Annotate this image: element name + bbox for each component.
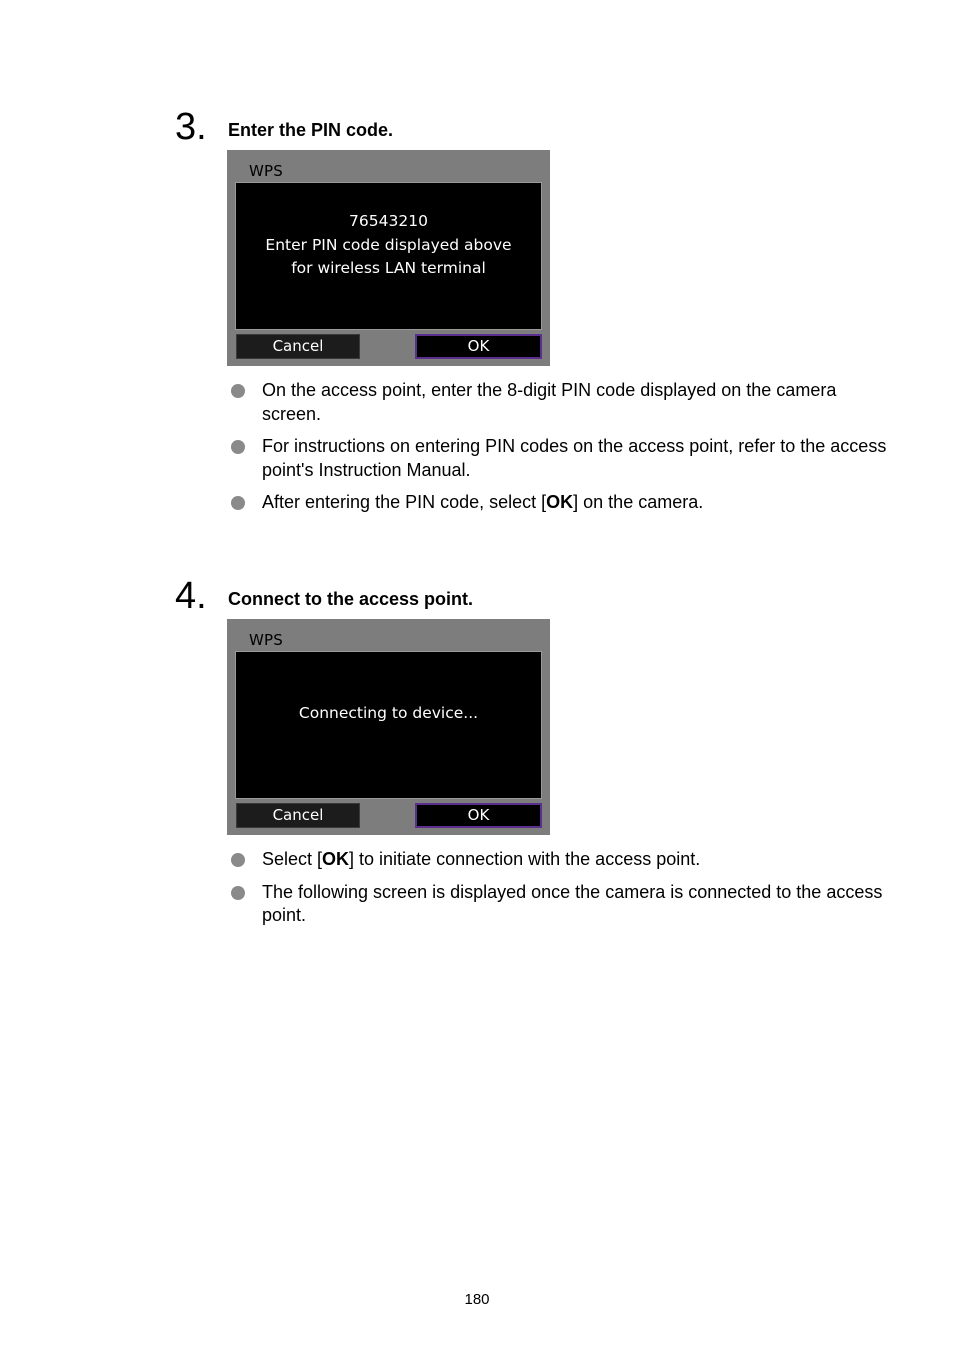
camera-display [235,182,542,330]
step-3-title: Enter the PIN code. [228,120,394,140]
ok-button[interactable]: OK [415,803,542,828]
camera-display [235,651,542,799]
list-item-text: For instructions on entering PIN codes on the access point, refer to the access point's Instruction Manual. [262,436,887,480]
list-item-text: After entering the PIN code, select [OK] on the camera. [262,492,704,512]
step-4-bullets [228,848,888,937]
step-3-bullets [228,379,888,524]
cancel-button[interactable]: Cancel [236,803,360,828]
pin-code: 76543210 [349,212,428,230]
camera-screen-pin [227,150,550,366]
ok-label: OK [546,492,574,512]
camera-message-line: for wireless LAN terminal [291,259,486,277]
list-item [228,435,888,482]
ok-button[interactable]: OK [415,334,542,359]
bullet-icon [231,886,245,900]
camera-screen-title: WPS [249,631,283,649]
list-item-text: The following screen is displayed once the camera is connected to the access point. [262,881,883,925]
bullet-icon [231,853,245,867]
camera-screen-title: WPS [249,162,283,180]
ok-label: OK [322,849,350,869]
step-3-number: 3. [175,106,207,148]
camera-message [236,702,541,726]
cancel-button[interactable]: Cancel [236,334,360,359]
list-item [228,848,888,872]
bullet-icon [231,384,245,398]
bullet-icon [231,496,245,510]
page-number: 180 [464,1291,490,1308]
list-item [228,491,888,515]
camera-message-line: Enter PIN code displayed above [265,235,512,254]
bullet-icon [231,440,245,454]
step-4-title: Connect to the access point. [228,589,474,609]
step-4-number: 4. [175,575,207,617]
camera-message [236,210,541,281]
list-item [228,379,888,426]
list-item-text: On the access point, enter the 8-digit PIN code displayed on the camera screen. [262,380,837,424]
list-item [228,881,888,928]
camera-message-line: Connecting to device... [298,704,479,722]
camera-screen-connecting [227,619,550,835]
list-item-text: Select [OK] to initiate connection with the access point. [262,849,701,869]
